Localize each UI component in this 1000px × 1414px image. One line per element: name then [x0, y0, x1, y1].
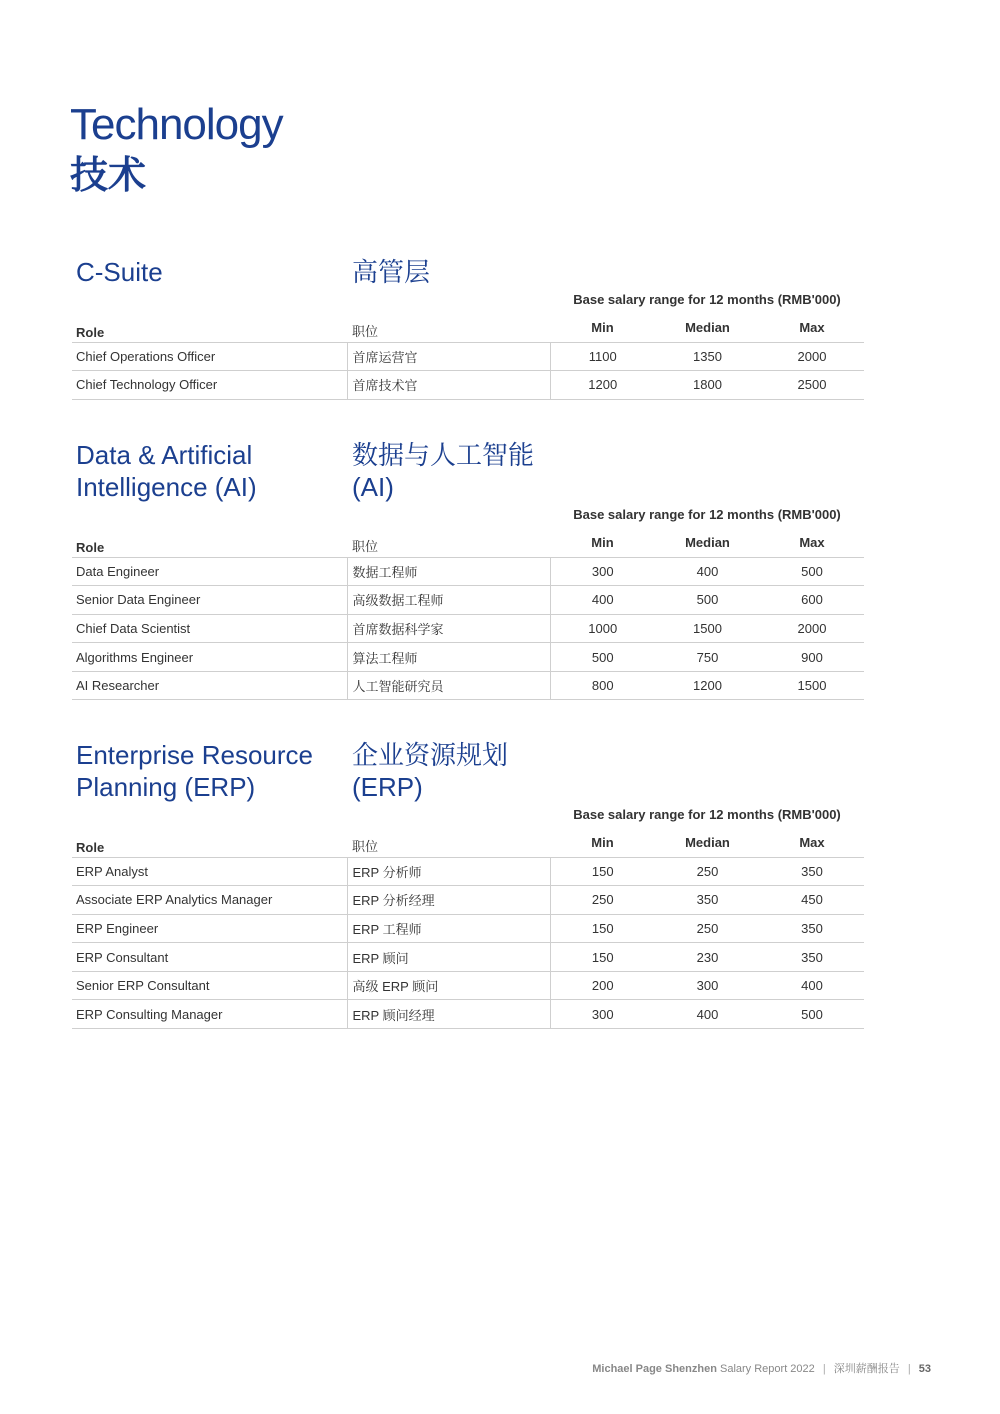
table-row: [72, 971, 864, 1000]
min-cell: 1000: [550, 614, 655, 643]
role-cell: Algorithms Engineer: [72, 643, 347, 672]
median-cell: 400: [655, 1000, 760, 1029]
median-cell: 250: [655, 857, 760, 886]
role-cn-cell: ERP 分析师: [347, 857, 550, 886]
min-cell: 400: [550, 586, 655, 615]
min-cell: 1100: [550, 342, 655, 371]
max-cell: 2000: [760, 342, 864, 371]
role-cn-cell: 人工智能研究员: [347, 671, 550, 700]
role-cn-cell: 算法工程师: [347, 643, 550, 672]
col-median: Median: [655, 829, 760, 857]
table-row: [72, 371, 864, 400]
table-row: [72, 614, 864, 643]
role-cell: Senior Data Engineer: [72, 586, 347, 615]
median-cell: 400: [655, 557, 760, 586]
col-min: Min: [550, 314, 655, 342]
max-cell: 500: [760, 557, 864, 586]
max-cell: 600: [760, 586, 864, 615]
median-cell: 1500: [655, 614, 760, 643]
role-cell: Chief Data Scientist: [72, 614, 347, 643]
section-title: Enterprise Resource Planning (ERP): [76, 740, 313, 802]
col-role-cn: 职位: [347, 829, 550, 857]
max-cell: 2000: [760, 614, 864, 643]
min-cell: 500: [550, 643, 655, 672]
max-cell: 350: [760, 857, 864, 886]
median-cell: 230: [655, 943, 760, 972]
max-cell: 400: [760, 971, 864, 1000]
page-number: 53: [918, 1363, 931, 1375]
section-title-cn: 企业资源规划 (ERP): [352, 740, 509, 802]
page-title-cn: 技术: [70, 155, 147, 197]
role-cn-cell: ERP 顾问经理: [347, 1000, 550, 1029]
salary-table: [72, 314, 864, 400]
role-cn-cell: 高级 ERP 顾问: [347, 971, 550, 1000]
col-max: Max: [760, 829, 864, 857]
min-cell: 150: [550, 914, 655, 943]
role-cn-cell: ERP 顾问: [347, 943, 550, 972]
role-cn-cell: 首席运营官: [347, 342, 550, 371]
section-erp: [72, 739, 864, 1023]
min-cell: 150: [550, 943, 655, 972]
section-title-cn: 高管层: [352, 257, 431, 287]
col-max: Max: [760, 529, 864, 557]
max-cell: 900: [760, 643, 864, 672]
role-cn-cell: 首席数据科学家: [347, 614, 550, 643]
role-cell: ERP Consulting Manager: [72, 1000, 347, 1029]
col-role-cn: 职位: [347, 529, 550, 557]
median-cell: 750: [655, 643, 760, 672]
footer-brand: Michael Page Shenzhen: [592, 1363, 717, 1375]
max-cell: 1500: [760, 671, 864, 700]
table-row: [72, 1000, 864, 1029]
section-title: Data & Artificial Intelligence (AI): [76, 440, 257, 502]
median-cell: 1800: [655, 371, 760, 400]
min-cell: 300: [550, 557, 655, 586]
role-cell: Chief Technology Officer: [72, 371, 347, 400]
section-data-ai: [72, 439, 864, 695]
median-cell: 350: [655, 886, 760, 915]
page-footer: [592, 1360, 931, 1376]
footer-report: Salary Report 2022: [720, 1363, 815, 1375]
salary-range-label: Base salary range for 12 months (RMB'000): [573, 292, 841, 307]
table-header-row: [72, 829, 864, 857]
salary-range-label: Base salary range for 12 months (RMB'000): [573, 807, 841, 822]
table-row: [72, 943, 864, 972]
salary-range-label: Base salary range for 12 months (RMB'000): [573, 507, 841, 522]
table-header-row: [72, 314, 864, 342]
col-role: Role: [72, 314, 347, 342]
role-cn-cell: 高级数据工程师: [347, 586, 550, 615]
footer-separator: |: [907, 1363, 911, 1375]
min-cell: 150: [550, 857, 655, 886]
salary-table: [72, 829, 864, 1029]
col-min: Min: [550, 529, 655, 557]
max-cell: 500: [760, 1000, 864, 1029]
median-cell: 1200: [655, 671, 760, 700]
table-row: [72, 886, 864, 915]
role-cn-cell: 数据工程师: [347, 557, 550, 586]
table-header-row: [72, 529, 864, 557]
role-cn-cell: ERP 分析经理: [347, 886, 550, 915]
role-cell: Associate ERP Analytics Manager: [72, 886, 347, 915]
role-cell: Data Engineer: [72, 557, 347, 586]
col-min: Min: [550, 829, 655, 857]
min-cell: 300: [550, 1000, 655, 1029]
col-max: Max: [760, 314, 864, 342]
min-cell: 800: [550, 671, 655, 700]
max-cell: 450: [760, 886, 864, 915]
col-role-cn: 职位: [347, 314, 550, 342]
role-cn-cell: ERP 工程师: [347, 914, 550, 943]
table-row: [72, 643, 864, 672]
table-row: [72, 914, 864, 943]
page-title: Technology: [70, 100, 283, 149]
col-role: Role: [72, 529, 347, 557]
max-cell: 350: [760, 943, 864, 972]
role-cell: ERP Analyst: [72, 857, 347, 886]
table-row: [72, 557, 864, 586]
median-cell: 1350: [655, 342, 760, 371]
col-role: Role: [72, 829, 347, 857]
table-row: [72, 857, 864, 886]
role-cell: Chief Operations Officer: [72, 342, 347, 371]
col-median: Median: [655, 314, 760, 342]
salary-table: [72, 529, 864, 700]
max-cell: 2500: [760, 371, 864, 400]
footer-separator: |: [822, 1363, 826, 1375]
min-cell: 250: [550, 886, 655, 915]
min-cell: 1200: [550, 371, 655, 400]
section-title: C-Suite: [76, 257, 163, 287]
section-title-cn: 数据与人工智能 (AI): [352, 440, 535, 502]
median-cell: 250: [655, 914, 760, 943]
median-cell: 300: [655, 971, 760, 1000]
table-row: [72, 671, 864, 700]
table-row: [72, 586, 864, 615]
section-c-suite: [72, 256, 864, 394]
min-cell: 200: [550, 971, 655, 1000]
role-cell: AI Researcher: [72, 671, 347, 700]
median-cell: 500: [655, 586, 760, 615]
role-cell: ERP Engineer: [72, 914, 347, 943]
role-cell: ERP Consultant: [72, 943, 347, 972]
role-cn-cell: 首席技术官: [347, 371, 550, 400]
col-median: Median: [655, 529, 760, 557]
table-row: [72, 342, 864, 371]
footer-report-cn: 深圳薪酬报告: [833, 1363, 900, 1375]
max-cell: 350: [760, 914, 864, 943]
role-cell: Senior ERP Consultant: [72, 971, 347, 1000]
